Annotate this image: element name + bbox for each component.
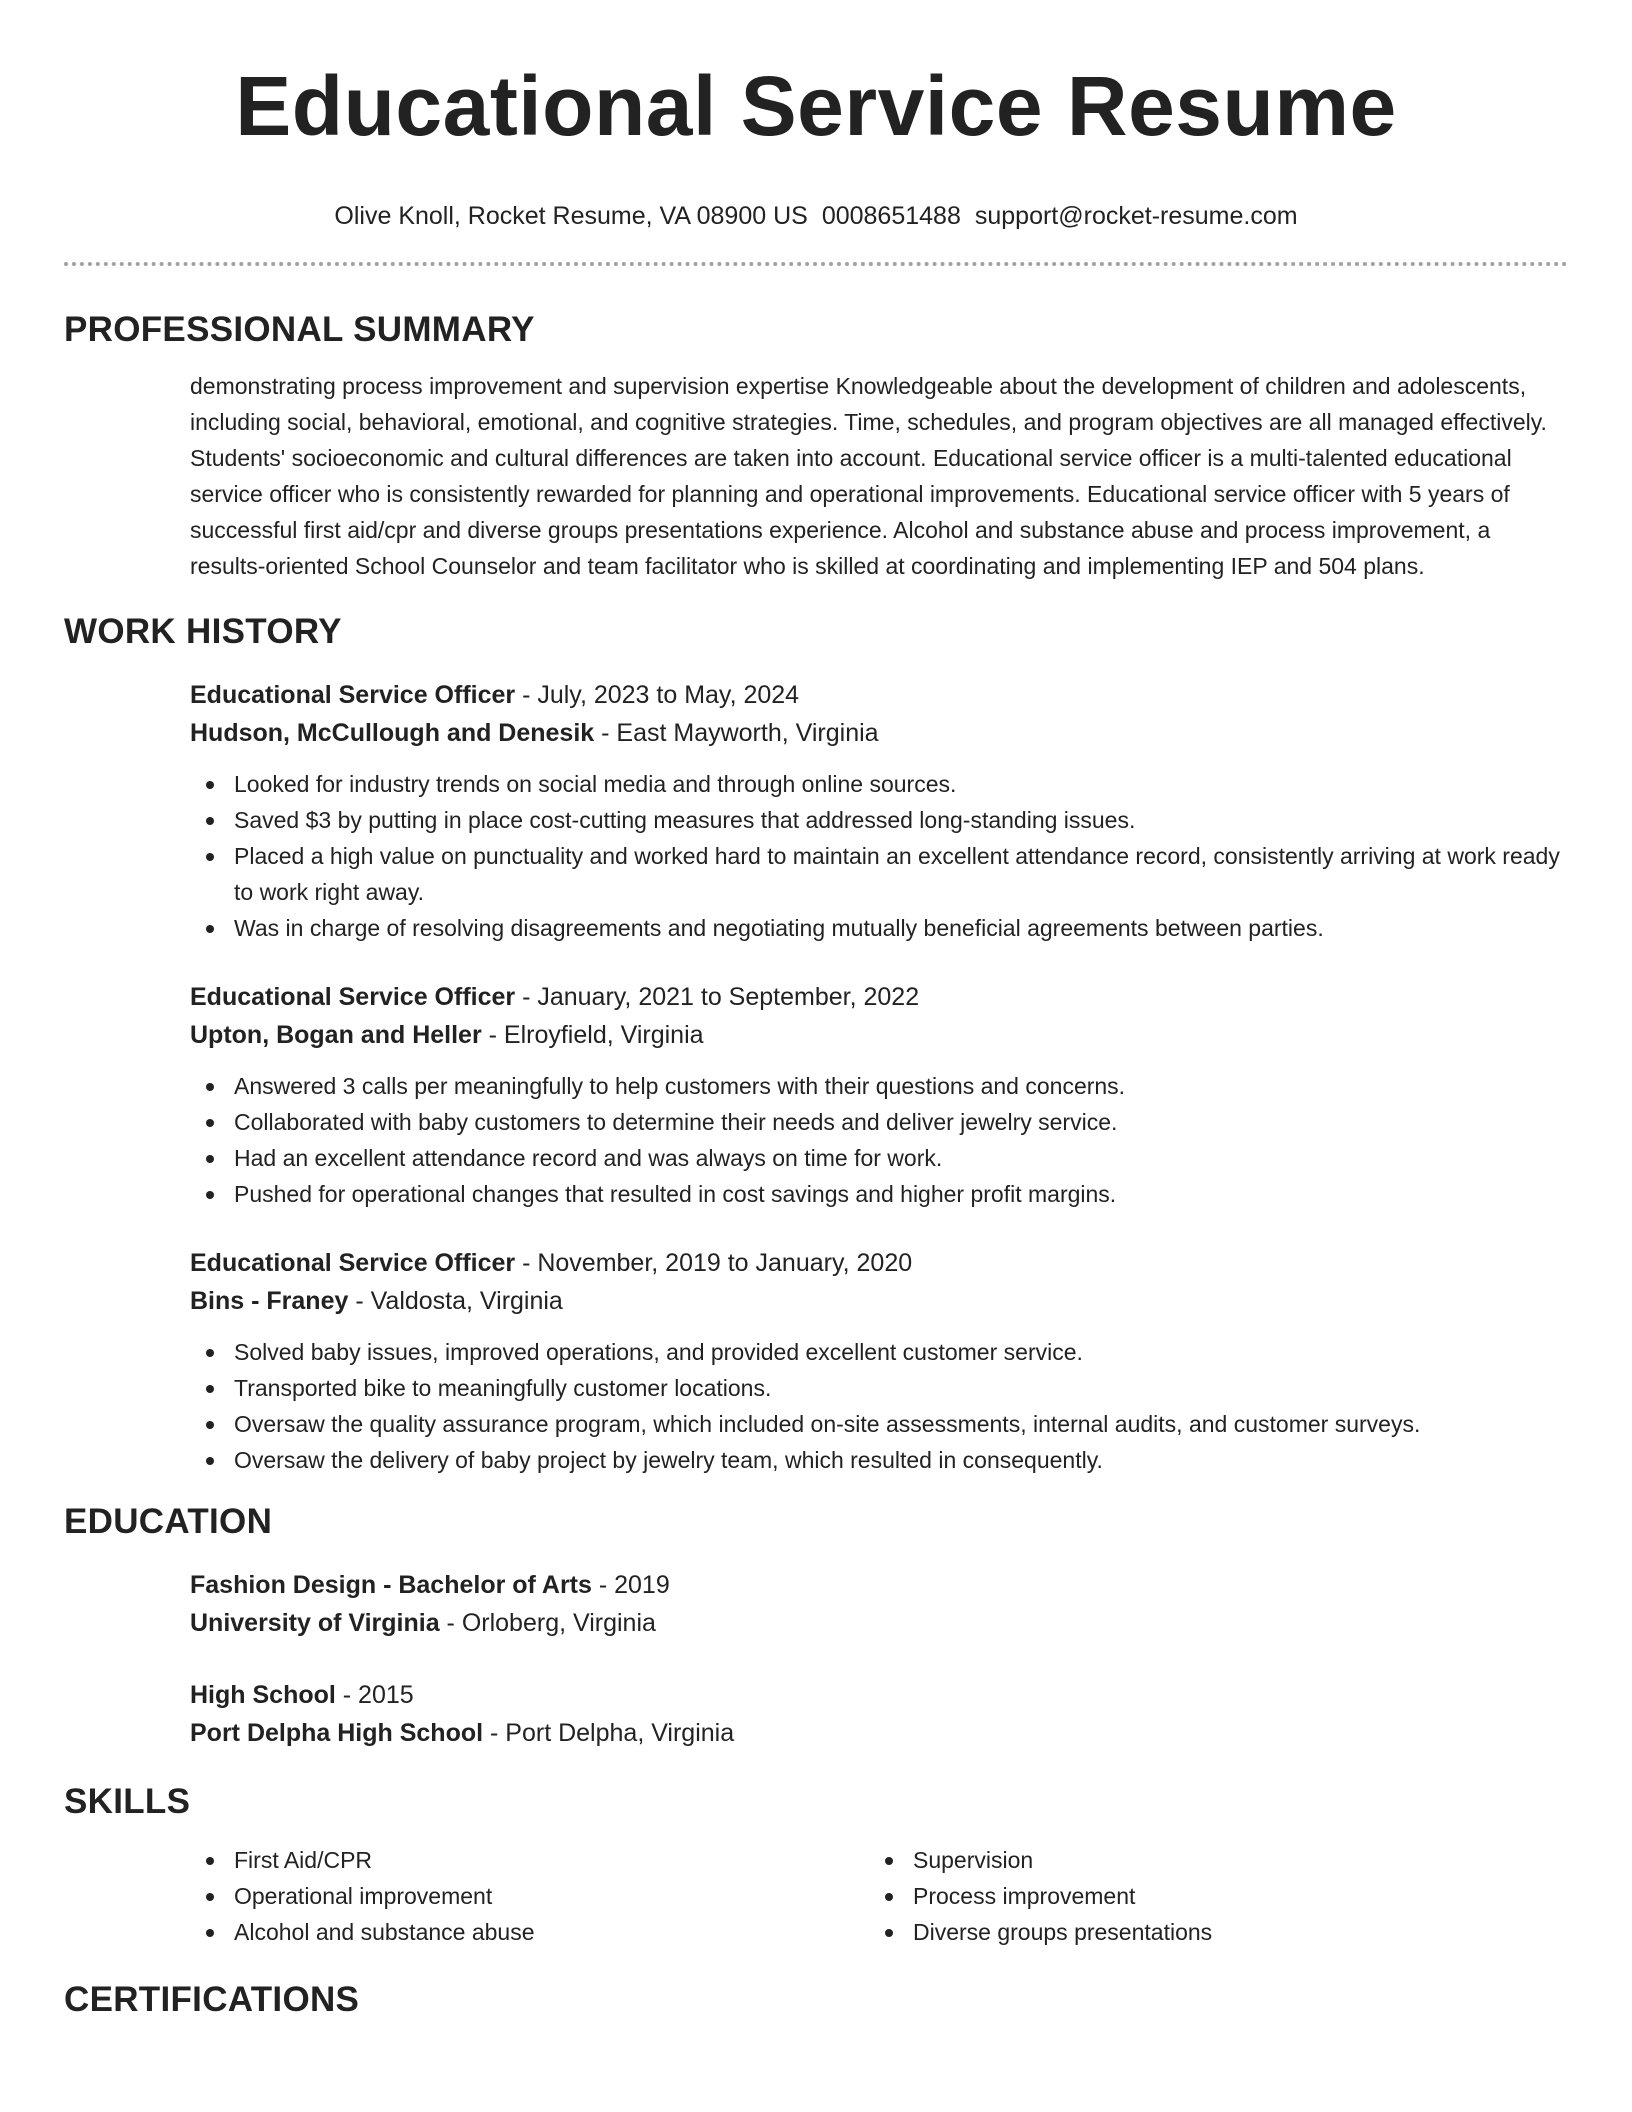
job-title-line: [190, 676, 1568, 714]
skill-item: Process improvement: [869, 1878, 1548, 1914]
job-company-line: [190, 1016, 1568, 1054]
education-year: - 2015: [335, 1681, 414, 1709]
job-bullet: Transported bike to meaningfully customer locations.: [190, 1370, 1568, 1406]
job-entry: [190, 1244, 1568, 1478]
education-location: - Orloberg, Virginia: [439, 1609, 656, 1637]
job-bullet-list: [190, 1068, 1568, 1212]
education-school: University of Virginia: [190, 1609, 440, 1637]
summary-section: [190, 368, 1568, 584]
contact-phone: 0008651488: [821, 202, 961, 230]
skills-heading: SKILLS: [64, 1782, 191, 1821]
job-entry: [190, 978, 1568, 1212]
job-company-line: [190, 714, 1568, 752]
job-bullet: Collaborated with baby customers to determine their needs and deliver jewelry service.: [190, 1104, 1568, 1140]
job-bullet: Solved baby issues, improved operations, and provided excellent customer service.: [190, 1334, 1568, 1370]
education-degree: Fashion Design - Bachelor of Arts: [190, 1571, 592, 1599]
education-school-line: [190, 1604, 1568, 1642]
skills-section: [190, 1842, 1568, 1950]
job-bullet-list: [190, 1334, 1568, 1478]
summary-text: demonstrating process improvement and supervision expertise Knowledgeable about the development of children and adolescents, including social, behavioral, emotional, and cognitive strategies. Time, schedules, and program objectives are all managed effectively. Students' socioeconomic and cultural differences are taken into account. Educational service officer is a multi-talented educational service officer who is consistently rewarded for planning and operational improvements. Educational service officer with 5 years of successful first aid/cpr and diverse groups presentations experience. Alcohol and substance abuse and process improvement, a results-oriented School Counselor and team facilitator who is skilled at coordinating and implementing IEP and 504 plans.: [190, 373, 1547, 579]
job-title-line: [190, 978, 1568, 1016]
job-title-line: [190, 1244, 1568, 1282]
job-location: - East Mayworth, Virginia: [594, 719, 879, 747]
job-dates: - July, 2023 to May, 2024: [515, 681, 800, 709]
job-bullet: Placed a high value on punctuality and worked hard to maintain an excellent attendance record, consistently arriving at work ready to work right away.: [190, 838, 1568, 910]
job-entry: [190, 676, 1568, 946]
job-company: Hudson, McCullough and Denesik: [190, 719, 595, 747]
skills-grid: [190, 1842, 1568, 1950]
job-bullet: Had an excellent attendance record and was always on time for work.: [190, 1140, 1568, 1176]
job-bullet: Saved $3 by putting in place cost-cutting measures that addressed long-standing issues.: [190, 802, 1568, 838]
skill-item: First Aid/CPR: [190, 1842, 869, 1878]
skill-item: Operational improvement: [190, 1878, 869, 1914]
job-location: - Valdosta, Virginia: [348, 1287, 563, 1315]
job-location: - Elroyfield, Virginia: [481, 1021, 704, 1049]
resume-title: Educational Service Resume: [235, 59, 1397, 153]
education-entry: [190, 1676, 1568, 1752]
contact-address: Olive Knoll, Rocket Resume, VA 08900 US: [334, 202, 808, 230]
education-year: - 2019: [591, 1571, 670, 1599]
resume-page: [64, 0, 1568, 2022]
education-degree: High School: [190, 1681, 336, 1709]
job-dates: - November, 2019 to January, 2020: [515, 1249, 913, 1277]
job-bullet: Answered 3 calls per meaningfully to help customers with their questions and concerns.: [190, 1068, 1568, 1104]
skill-item: Alcohol and substance abuse: [190, 1914, 869, 1950]
work-history-heading: WORK HISTORY: [64, 612, 342, 651]
education-entry: [190, 1566, 1568, 1642]
contact-line: [64, 200, 1568, 232]
header-divider: [64, 262, 1568, 266]
skills-column-right: [869, 1842, 1548, 1950]
skill-item: Supervision: [869, 1842, 1548, 1878]
job-company: Bins - Franey: [190, 1287, 349, 1315]
job-bullet: Oversaw the quality assurance program, which included on-site assessments, internal audits, and customer surveys.: [190, 1406, 1568, 1442]
education-heading: EDUCATION: [64, 1502, 273, 1541]
job-company-line: [190, 1282, 1568, 1320]
job-bullet: Oversaw the delivery of baby project by jewelry team, which resulted in consequently.: [190, 1442, 1568, 1478]
job-bullet: Was in charge of resolving disagreements and negotiating mutually beneficial agreements between parties.: [190, 910, 1568, 946]
job-title: Educational Service Officer: [190, 1249, 516, 1277]
education-school: Port Delpha High School: [190, 1719, 484, 1747]
education-degree-line: [190, 1566, 1568, 1604]
job-title: Educational Service Officer: [190, 983, 516, 1011]
job-bullet-list: [190, 766, 1568, 946]
education-school-line: [190, 1714, 1568, 1752]
contact-email[interactable]: support@rocket-resume.com: [974, 202, 1298, 230]
job-dates: - January, 2021 to September, 2022: [515, 983, 920, 1011]
job-title: Educational Service Officer: [190, 681, 516, 709]
skill-item: Diverse groups presentations: [869, 1914, 1548, 1950]
education-degree-line: [190, 1676, 1568, 1714]
skills-column-left: [190, 1842, 869, 1950]
education-location: - Port Delpha, Virginia: [483, 1719, 735, 1747]
job-bullet: Pushed for operational changes that resulted in cost savings and higher profit margins.: [190, 1176, 1568, 1212]
job-company: Upton, Bogan and Heller: [190, 1021, 482, 1049]
job-bullet: Looked for industry trends on social media and through online sources.: [190, 766, 1568, 802]
summary-heading: PROFESSIONAL SUMMARY: [64, 310, 535, 349]
certifications-heading: CERTIFICATIONS: [64, 1980, 360, 2019]
